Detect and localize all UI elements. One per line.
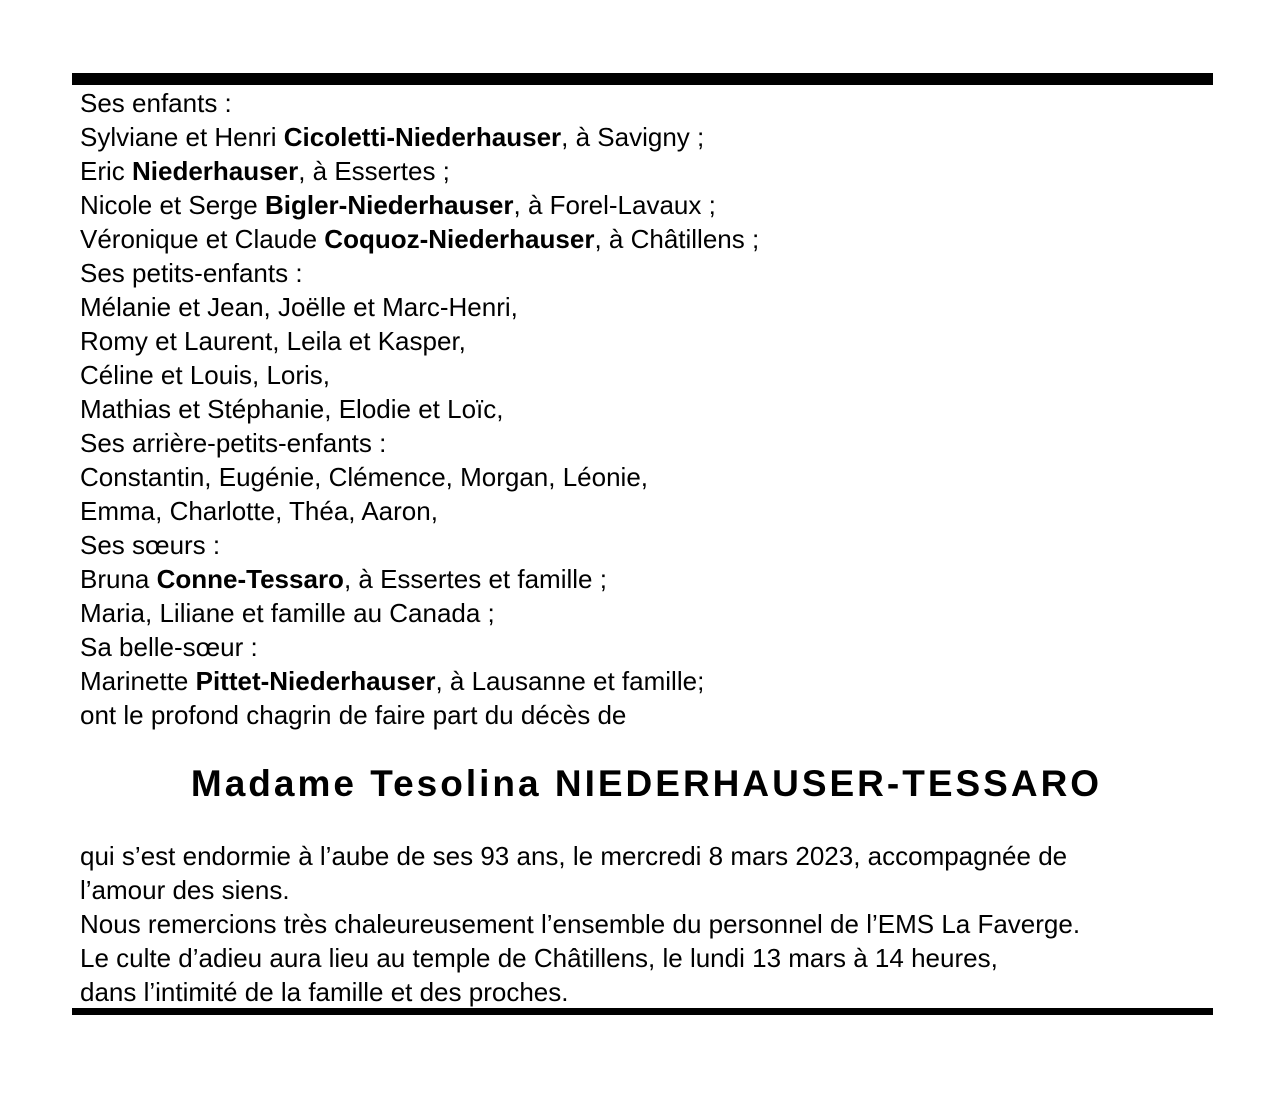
text-line — [80, 975, 1213, 1009]
text-segment: Constantin, Eugénie, Clémence, Morgan, Léonie, — [80, 462, 649, 492]
text-segment: Ses petits-enfants : — [80, 258, 303, 288]
text-line — [80, 630, 1213, 664]
top-rule — [72, 73, 1213, 85]
notice-content — [80, 86, 1213, 1009]
family-name-bold: Coquoz-Niederhauser — [324, 224, 595, 254]
text-segment: Mathias et Stéphanie, Elodie et Loïc, — [80, 394, 504, 424]
text-line — [80, 698, 1213, 732]
text-segment: Bruna — [80, 564, 157, 594]
text-line — [80, 154, 1213, 188]
family-name-bold: Bigler-Niederhauser — [264, 190, 514, 220]
text-line — [80, 290, 1213, 324]
text-segment: Sa belle-sœur : — [80, 632, 258, 662]
text-segment: ont le profond chagrin de faire part du décès de — [80, 700, 627, 730]
text-segment: l’amour des siens. — [80, 875, 290, 905]
text-segment: , à Essertes et famille ; — [343, 564, 607, 594]
text-segment: Mélanie et Jean, Joëlle et Marc-Henri, — [80, 292, 518, 322]
text-line — [80, 86, 1213, 120]
text-line — [80, 596, 1213, 630]
text-line — [80, 907, 1213, 941]
text-segment: , à Essertes ; — [298, 156, 450, 186]
text-segment: Marinette — [80, 666, 196, 696]
family-name-bold: Cicoletti-Niederhauser — [283, 122, 562, 152]
deceased-name-title: Madame Tesolina NIEDERHAUSER-TESSARO — [190, 763, 1103, 804]
text-line — [80, 839, 1213, 873]
text-line — [80, 562, 1213, 596]
text-line — [80, 188, 1213, 222]
closing-paragraph — [80, 839, 1213, 1009]
text-line — [80, 460, 1213, 494]
text-segment: Ses arrière-petits-enfants : — [80, 428, 387, 458]
text-segment: Ses enfants : — [80, 88, 232, 118]
text-segment: Ses sœurs : — [80, 530, 221, 560]
text-segment: Eric — [80, 156, 132, 186]
text-segment: Sylviane et Henri — [80, 122, 284, 152]
text-line — [80, 392, 1213, 426]
text-line — [80, 426, 1213, 460]
text-line — [80, 873, 1213, 907]
text-line — [80, 256, 1213, 290]
text-segment: dans l’intimité de la famille et des proches. — [80, 977, 569, 1007]
text-segment: Nous remercions très chaleureusement l’ensemble du personnel de l’EMS La Faverge. — [80, 909, 1081, 939]
text-line — [80, 941, 1213, 975]
family-name-bold: Niederhauser — [132, 156, 299, 186]
text-segment: , à Forel-Lavaux ; — [513, 190, 716, 220]
text-line — [80, 358, 1213, 392]
bottom-rule — [72, 1008, 1213, 1015]
text-segment: Véronique et Claude — [80, 224, 325, 254]
text-segment: Maria, Liliane et famille au Canada ; — [80, 598, 495, 628]
text-segment: Emma, Charlotte, Théa, Aaron, — [80, 496, 438, 526]
text-segment: Céline et Louis, Loris, — [80, 360, 331, 390]
text-line — [80, 494, 1213, 528]
family-name-bold: Conne-Tessaro — [156, 564, 344, 594]
text-segment: , à Châtillens ; — [594, 224, 760, 254]
text-line — [80, 120, 1213, 154]
text-segment: Romy et Laurent, Leila et Kasper, — [80, 326, 466, 356]
family-lines — [80, 86, 1213, 732]
text-line — [80, 664, 1213, 698]
text-line — [80, 222, 1213, 256]
family-name-bold: Pittet-Niederhauser — [195, 666, 436, 696]
text-line — [80, 528, 1213, 562]
text-segment: qui s’est endormie à l’aube de ses 93 ans, le mercredi 8 mars 2023, accompagnée de — [80, 841, 1068, 871]
text-segment: Le culte d’adieu aura lieu au temple de Châtillens, le lundi 13 mars à 14 heures, — [80, 943, 998, 973]
text-segment: , à Lausanne et famille; — [435, 666, 705, 696]
text-line — [80, 324, 1213, 358]
text-segment: , à Savigny ; — [561, 122, 705, 152]
text-segment: Nicole et Serge — [80, 190, 265, 220]
